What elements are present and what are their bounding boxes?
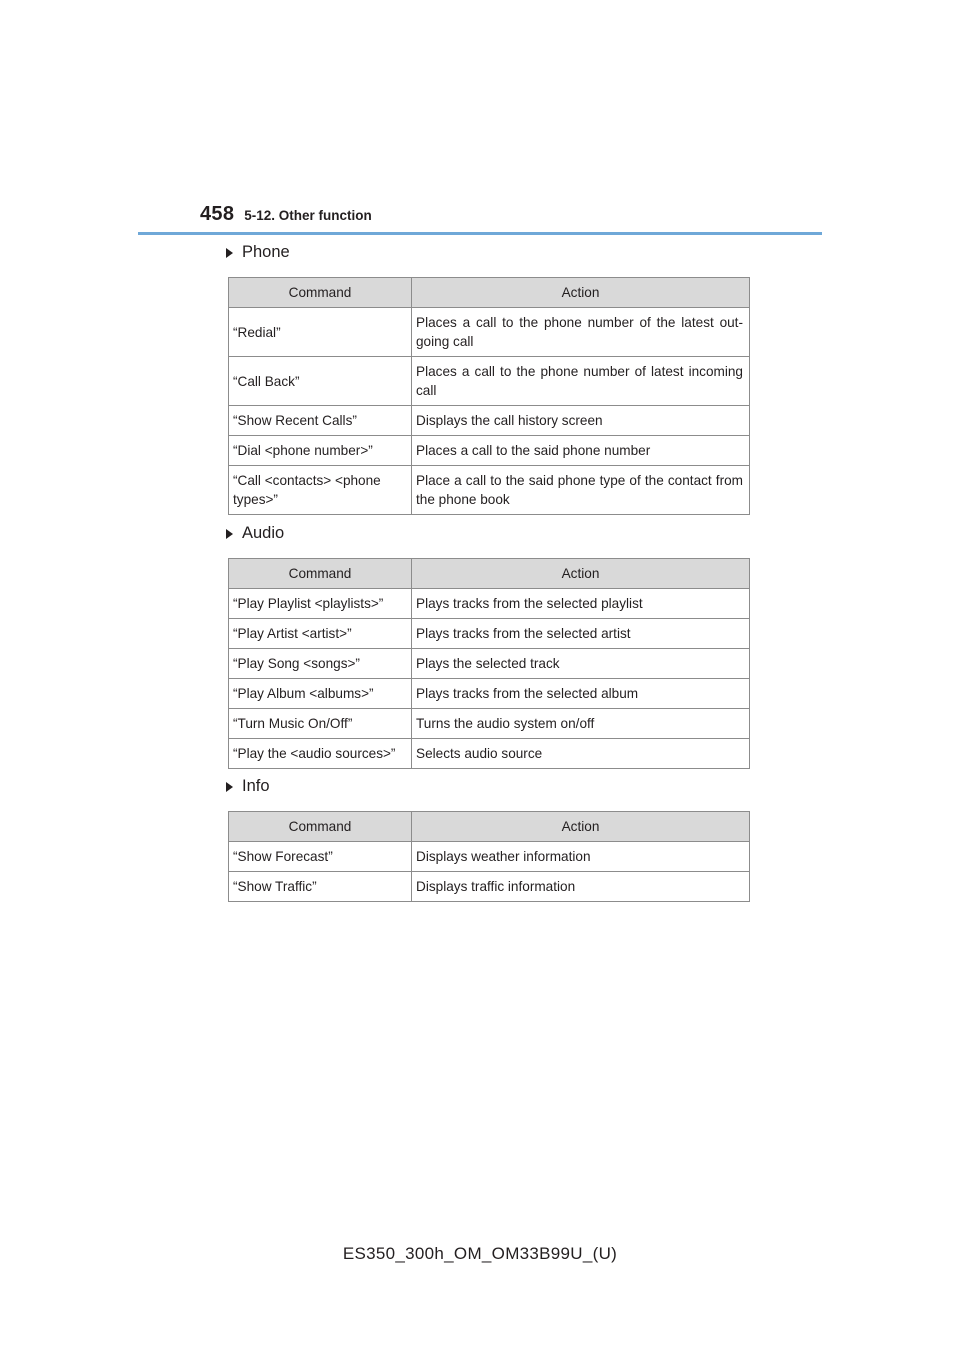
- command-cell: “Play Artist <artist>”: [229, 619, 412, 649]
- action-cell: Places a call to the phone number of latest incoming call: [412, 357, 750, 406]
- column-header-command: Command: [229, 278, 412, 308]
- action-cell: Plays tracks from the selected artist: [412, 619, 750, 649]
- column-header-action: Action: [412, 278, 750, 308]
- table-row: [229, 872, 750, 902]
- table-row: [229, 308, 750, 357]
- section-heading-label: Info: [242, 777, 270, 795]
- info-command-table: [228, 811, 750, 902]
- table-row: [229, 649, 750, 679]
- table-row: [229, 842, 750, 872]
- table-row: [229, 436, 750, 466]
- action-cell: Displays traffic information: [412, 872, 750, 902]
- table-header-row: [229, 278, 750, 308]
- section-heading-phone: [226, 243, 290, 262]
- table-row: [229, 619, 750, 649]
- command-cell: “Call Back”: [229, 357, 412, 406]
- section-heading-info: [226, 777, 270, 796]
- command-cell: “Show Recent Calls”: [229, 406, 412, 436]
- column-header-command: Command: [229, 559, 412, 589]
- triangle-bullet-icon: [226, 782, 233, 792]
- table-row: [229, 739, 750, 769]
- page-number: 458: [200, 203, 235, 225]
- command-cell: “Redial”: [229, 308, 412, 357]
- action-cell: Place a call to the said phone type of the contact from the phone book: [412, 466, 750, 515]
- table-header-row: [229, 812, 750, 842]
- page-header: [200, 203, 372, 226]
- table-row: [229, 466, 750, 515]
- table-row: [229, 709, 750, 739]
- command-cell: “Show Forecast”: [229, 842, 412, 872]
- table-header-row: [229, 559, 750, 589]
- action-cell: Turns the audio system on/off: [412, 709, 750, 739]
- command-cell: “Play Song <songs>”: [229, 649, 412, 679]
- command-cell: “Play Playlist <playlists>”: [229, 589, 412, 619]
- table-row: [229, 589, 750, 619]
- command-cell: “Turn Music On/Off”: [229, 709, 412, 739]
- triangle-bullet-icon: [226, 529, 233, 539]
- document-code: ES350_300h_OM_OM33B99U_(U): [342, 1244, 618, 1263]
- section-heading-label: Phone: [242, 243, 290, 261]
- table-row: [229, 679, 750, 709]
- command-cell: “Call <contacts> <phone types>”: [229, 466, 412, 515]
- table-row: [229, 406, 750, 436]
- command-cell: “Dial <phone number>”: [229, 436, 412, 466]
- section-title: 5-12. Other function: [244, 208, 372, 223]
- action-cell: Plays tracks from the selected playlist: [412, 589, 750, 619]
- section-heading-audio: [226, 524, 284, 543]
- action-cell: Selects audio source: [412, 739, 750, 769]
- action-cell: Places a call to the said phone number: [412, 436, 750, 466]
- column-header-command: Command: [229, 812, 412, 842]
- section-heading-label: Audio: [242, 524, 285, 542]
- action-cell: Displays weather information: [412, 842, 750, 872]
- action-cell: Displays the call history screen: [412, 406, 750, 436]
- command-cell: “Play the <audio sources>”: [229, 739, 412, 769]
- phone-command-table: [228, 277, 750, 515]
- header-rule: [138, 232, 822, 235]
- action-cell: Places a call to the phone number of the latest out-going call: [412, 308, 750, 357]
- column-header-action: Action: [412, 559, 750, 589]
- table-row: [229, 357, 750, 406]
- command-cell: “Show Traffic”: [229, 872, 412, 902]
- command-cell: “Play Album <albums>”: [229, 679, 412, 709]
- action-cell: Plays tracks from the selected album: [412, 679, 750, 709]
- action-cell: Plays the selected track: [412, 649, 750, 679]
- audio-command-table: [228, 558, 750, 769]
- triangle-bullet-icon: [226, 248, 233, 258]
- column-header-action: Action: [412, 812, 750, 842]
